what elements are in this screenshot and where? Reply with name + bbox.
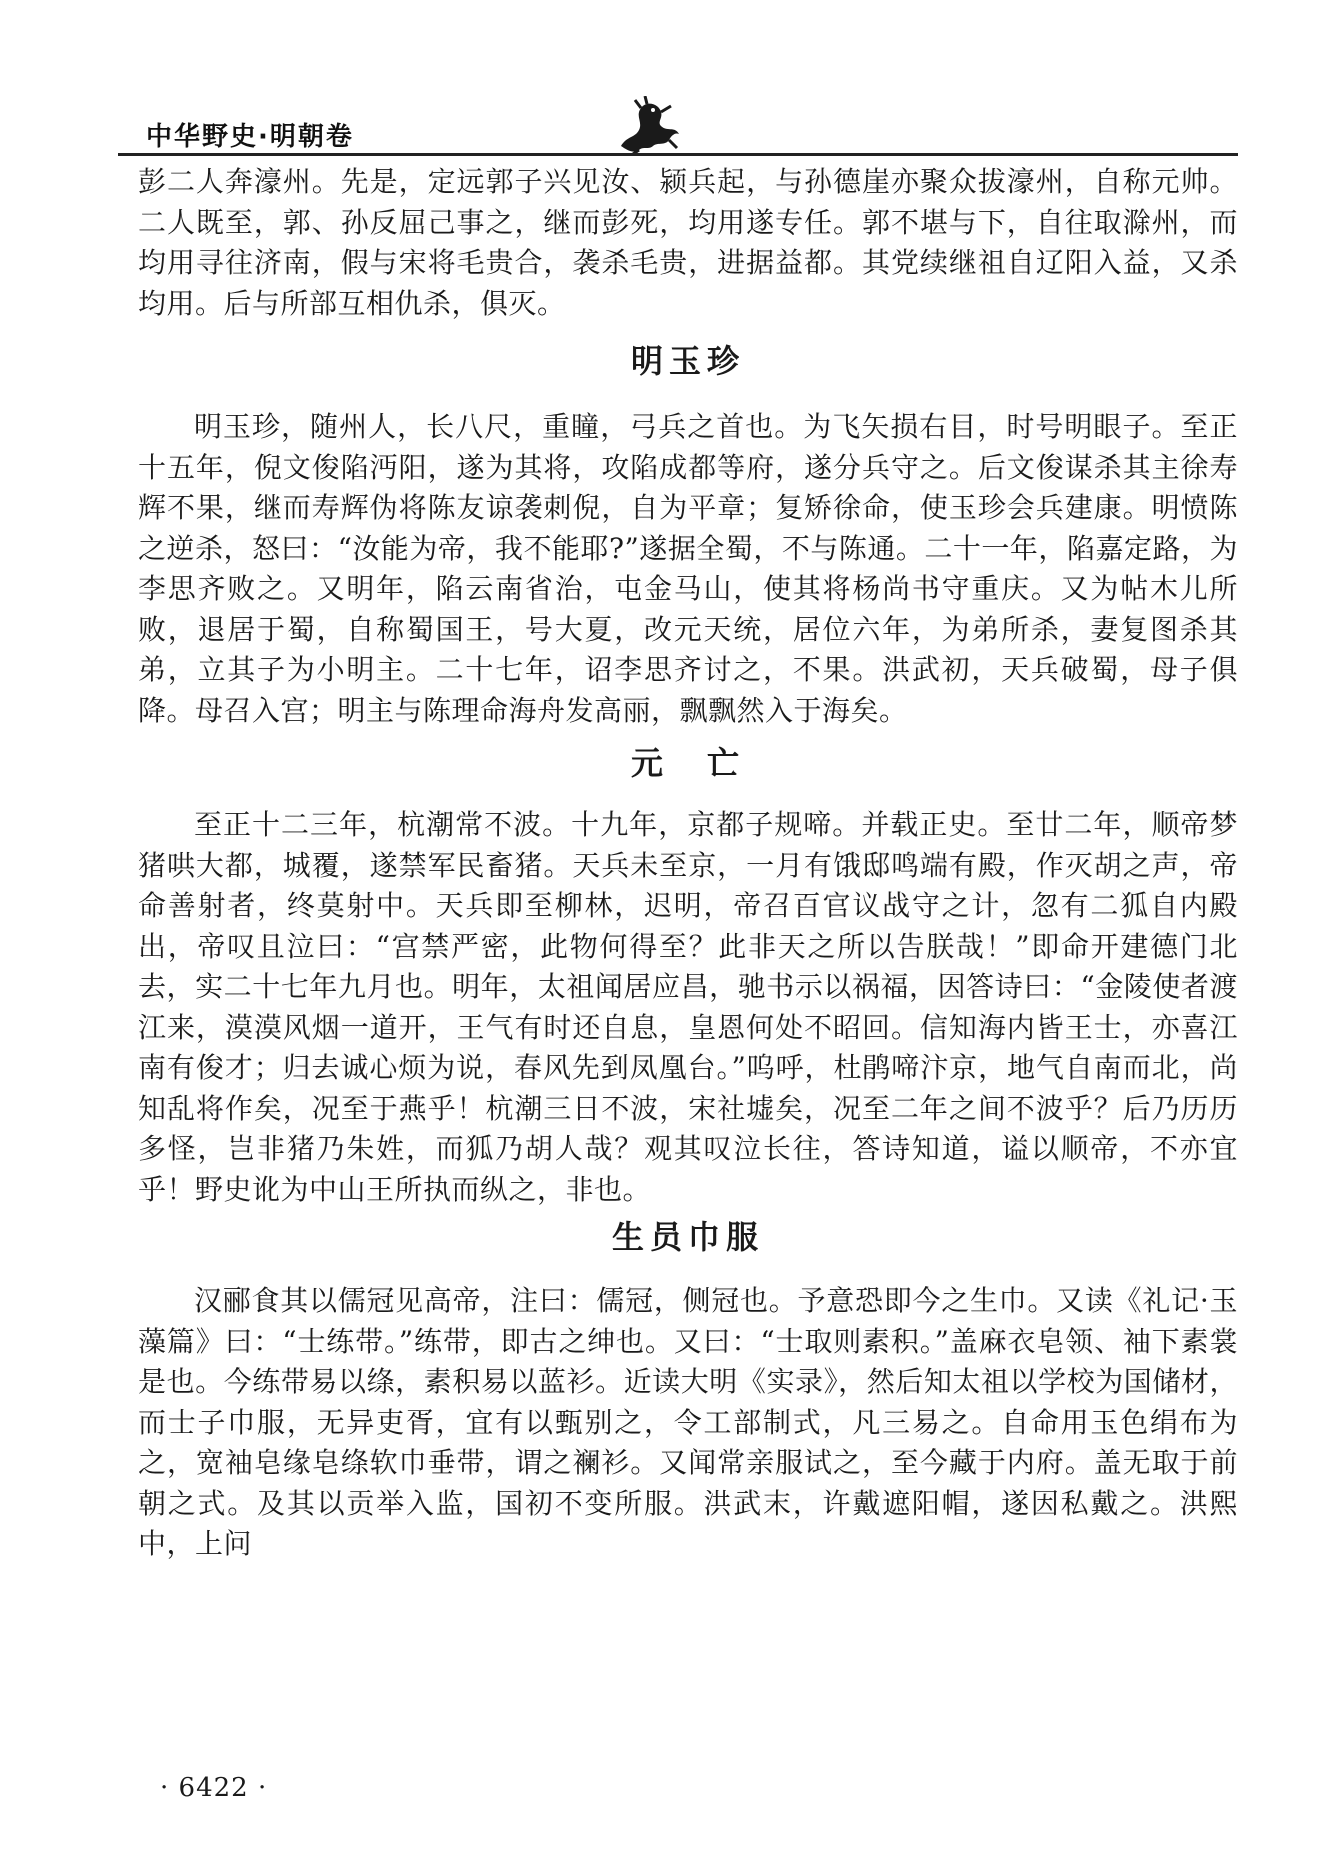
paragraph-intro: 彭二人奔濠州。先是，定远郭子兴见汝、颍兵起，与孙德崖亦聚众拔濠州，自称元帅。二人既至，郭、孙反屈己事之，继而彭死，均用遂专任。郭不堪与下，自往取滁州，而均用寻往济南，假与宋将毛贵合，袭杀毛贵，进据益都。其党续继祖自辽阳入益，又杀均用。后与所部互相仇杀，俱灭。 [138,165,1238,320]
header-rule [118,153,1238,156]
section-title-shengyuan-jinfu: 生员巾服 [611,1218,764,1256]
paragraph-shengyuan-jinfu: 汉郦食其以儒冠见高帝，注曰：儒冠，侧冠也。予意恐即今之生巾。又读《礼记·玉藻篇》曰：“士练带。”练带，即古之绅也。又曰：“士取则素积。”盖麻衣皂领、袖下素裳是也。今练带易以绦，素积易以蓝衫。近读大明《实录》，然后知太祖以学校为国储材，而士子巾服，无异吏胥，宜有以甄别之，令工部制式，凡三易之。自命用玉色绢布为之，宽袖皂缘皂绦软巾垂带，谓之襕衫。又闻常亲服试之，至今藏于内府。盖无取于前朝之式。及其以贡举入监，国初不变所服。洪武末，许戴遮阳帽，遂因私戴之。洪熙中，上问 [138,1284,1238,1560]
paragraph-ming-yuzhen: 明玉珍，随州人，长八尺，重瞳，弓兵之首也。为飞矢损右目，时号明眼子。至正十五年，倪文俊陷沔阳，遂为其将，攻陷成都等府，遂分兵守之。后文俊谋杀其主徐寿辉不果，继而寿辉伪将陈友谅袭刺倪，自为平章；复矫徐命，使玉珍会兵建康。明愤陈之逆杀，怒曰：“汝能为帝，我不能耶?”遂据全蜀，不与陈通。二十一年，陷嘉定路，为李思齐败之。又明年，陷云南省治，屯金马山，使其将杨尚书守重庆。又为帖木儿所败，退居于蜀，自称蜀国王，号大夏，改元天统，居位六年，为弟所杀，妻复图杀其弟，立其子为小明主。二十七年，诏李思齐讨之，不果。洪武初，天兵破蜀，母子俱降。母召入宫；明主与陈理命海舟发高丽，飘飘然入于海矣。 [138,410,1238,727]
section-title-yuan-wang: 元 亡 [630,744,745,782]
page-number: · 6422 · [160,1773,268,1803]
book-title: 中华野史·明朝卷 [146,122,354,152]
paragraph-yuan-wang: 至正十二三年，杭潮常不波。十九年，京都子规啼。并载正史。至廿二年，顺帝梦猪哄大都，城覆，遂禁军民畜猪。天兵未至京，一月有饿邸鸣端有殿，作灭胡之声，帝命善射者，终莫射中。天兵即至柳林，迟明，帝召百官议战守之计，忽有二狐自内殿出，帝叹且泣曰：“宫禁严密，此物何得至？此非天之所以告朕哉！”即命开建德门北去，实二十七年九月也。明年，太祖闻居应昌，驰书示以祸福，因答诗曰：“金陵使者渡江来，漠漠风烟一道开，王气有时还自息，皇恩何处不昭回。信知海内皆王士，亦喜江南有俊才；归去诚心烦为说，春风先到凤凰台。”呜呼，杜鹃啼汴京，地气自南而北，尚知乱将作矣，况至于燕乎！杭潮三日不波，宋社墟矣，况至二年之间不波乎？后乃历历多怪，岂非猪乃朱姓，而狐乃胡人哉？观其叹泣长往，答诗知道，谥以顺帝，不亦宜乎！野史讹为中山王所执而纵之，非也。 [138,808,1238,1206]
section-title-ming-yuzhen: 明玉珍 [630,342,745,380]
page-header [118,96,1238,156]
dragon-logo-icon [613,96,685,154]
